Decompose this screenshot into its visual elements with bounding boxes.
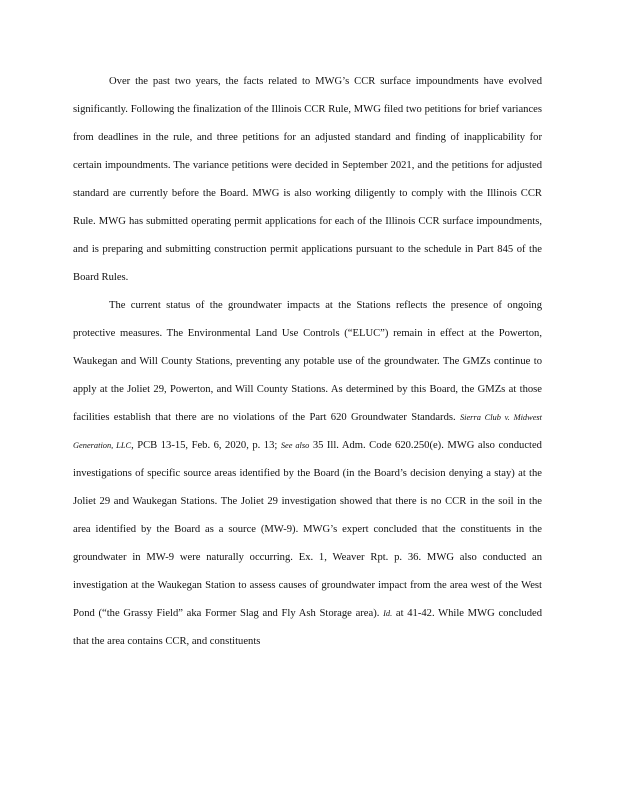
- text-segment: , PCB 13-15, Feb. 6, 2020, p. 13;: [131, 440, 281, 451]
- document-body: [73, 68, 542, 656]
- text-segment: at 41-42. While MWG concluded that the area contains CCR, and constituents: [73, 608, 542, 647]
- paragraph-groundwater-status: [73, 292, 542, 656]
- text-segment: 35 Ill. Adm. Code 620.250(e). MWG also conducted investigations of specific source areas identified by the Board (in the Board’s decision denying a stay) at the Joliet 29 and Waukegan Stations. The Joliet 29 investigation showed that there is no CCR in the soil in the area identified by the Board as a source (MW-9). MWG’s expert concluded that the constituents in the groundwater in MW-9 were naturally occurring. Ex. 1, Weaver Rpt. p. 36. MWG also conducted an investigation at the Waukegan Station to assess causes of groundwater impact from the area west of the West Pond (“the Grassy Field” aka Former Slag and Fly Ash Storage area).: [73, 440, 542, 619]
- signal-see-also: See also: [280, 441, 310, 450]
- text-segment: The current status of the groundwater impacts at the Stations reflects the presence of ongoing protective measures. The Environmental Land Use Controls (“ELUC”) remain in effect at the Powerton, Waukegan and Will County Stations, preventing any potable use of the groundwater. The GMZs continue to apply at the Joliet 29, Powerton, and Will County Stations. As determined by this Board, the GMZs at those facilities establish that there are no violations of the Part 620 Groundwater Standards.: [73, 300, 542, 423]
- text-segment: Over the past two years, the facts related to MWG’s CCR surface impoundments have evolved significantly. Following the finalization of the Illinois CCR Rule, MWG filed two petitions for brief variances from deadlines in the rule, and three petitions for an adjusted standard and finding of inapplicability for certain impoundments. The variance petitions were decided in September 2021, and the petitions for adjusted standard are currently before the Board. MWG is also working diligently to comply with the Illinois CCR Rule. MWG has submitted operating permit applications for each of the Illinois CCR surface impoundments, and is preparing and submitting construction permit applications pursuant to the schedule in Part 845 of the Board Rules.: [73, 76, 542, 283]
- signal-id: Id.: [383, 609, 393, 618]
- paragraph-ccr-impoundments: [73, 68, 542, 292]
- case-citation: Sierra Club v. Midwest Generation, LLC: [73, 413, 543, 450]
